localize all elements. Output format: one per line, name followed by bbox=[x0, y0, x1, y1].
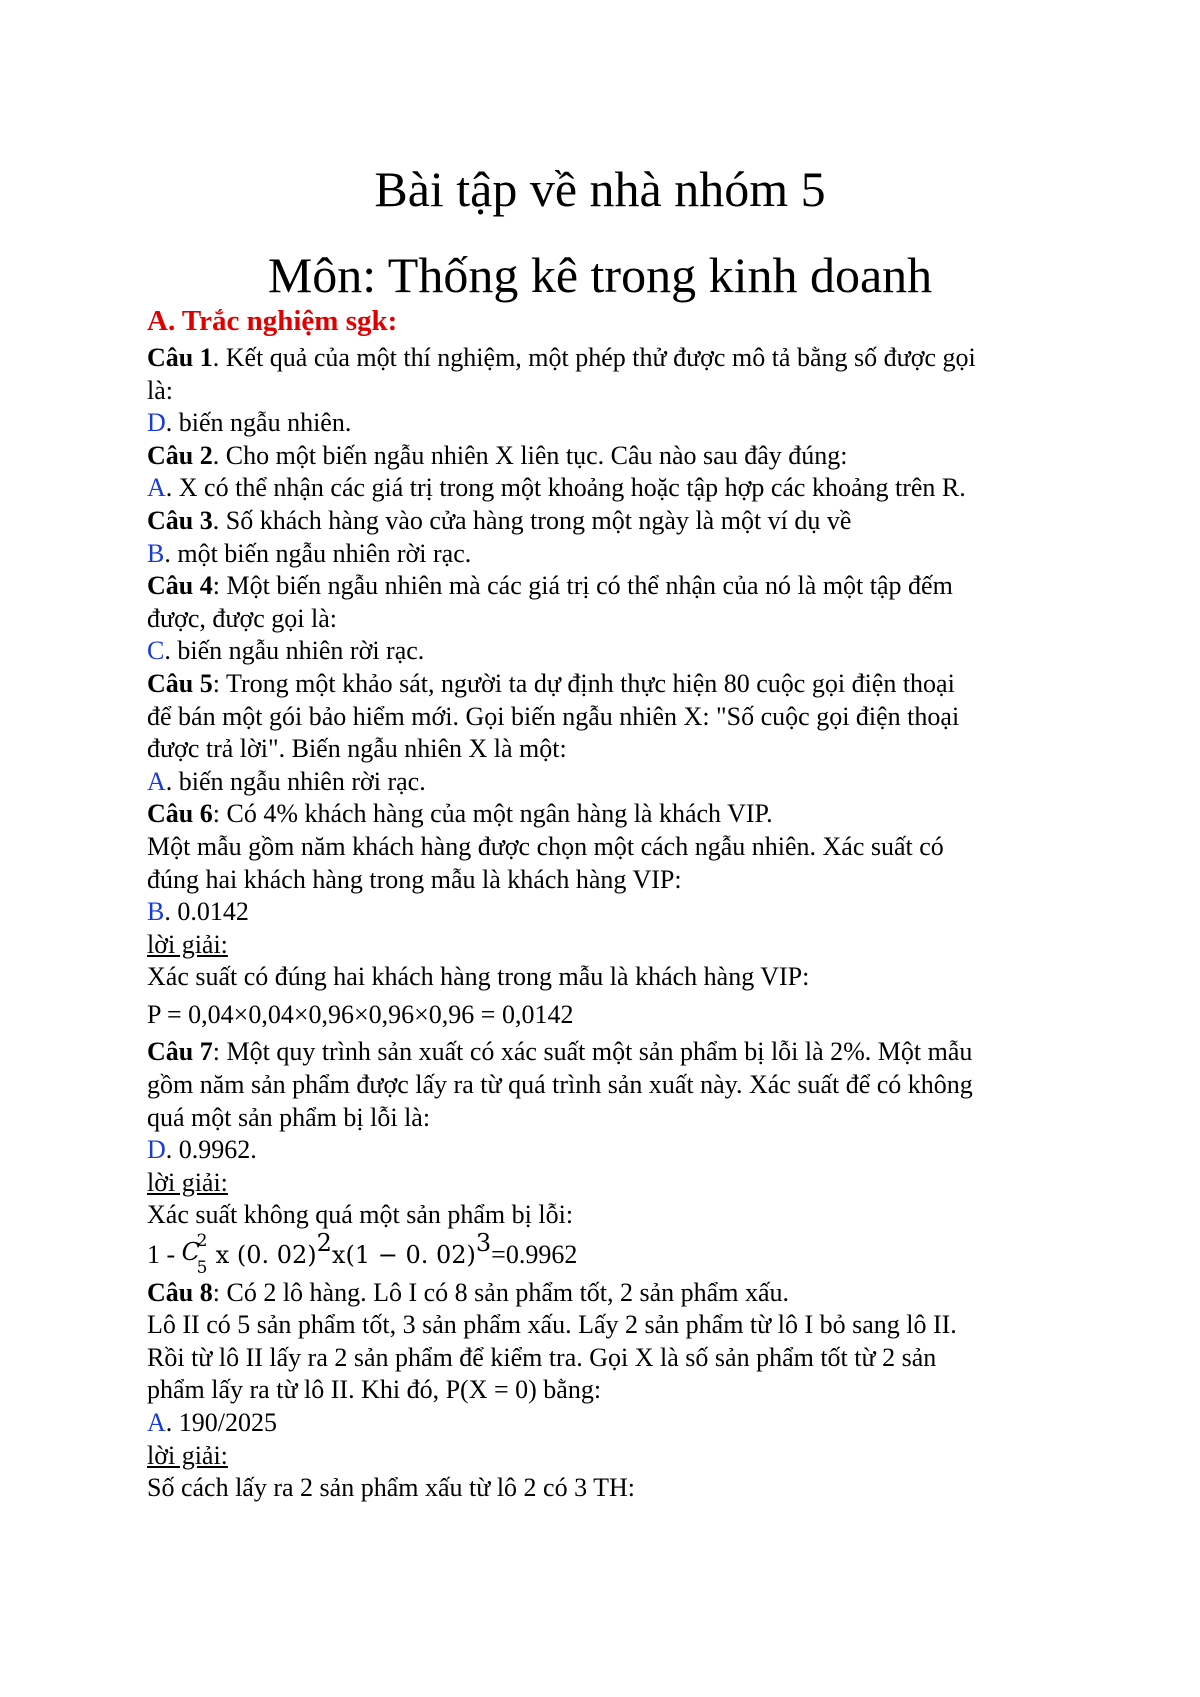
combination-symbol bbox=[181, 1231, 216, 1279]
answer-6 bbox=[147, 896, 1067, 929]
title-block bbox=[0, 146, 1200, 318]
answer-letter: D bbox=[147, 1135, 166, 1165]
question-text: : Có 2 lô hàng. Lô I có 8 sản phẩm tốt, 2 sản phẩm xấu. bbox=[212, 1277, 789, 1307]
question-label: Câu 8 bbox=[147, 1277, 213, 1307]
formula-term-2: x(1 − 0. 02) bbox=[331, 1241, 476, 1270]
question-text: . Kết quả của một thí nghiệm, một phép thử được mô tả bằng số được gọi bbox=[212, 343, 976, 372]
answer-letter: A bbox=[147, 766, 166, 796]
question-label: Câu 6 bbox=[147, 799, 213, 829]
question-text-cont: được, được gọi là: bbox=[147, 603, 337, 633]
answer-text: . X có thể nhận các giá trị trong một khoảng hoặc tập hợp các khoảng trên R. bbox=[165, 473, 966, 503]
answer-letter: A bbox=[147, 1408, 166, 1437]
solution-text: Xác suất có đúng hai khách hàng trong mẫu là khách hàng VIP: bbox=[147, 962, 810, 992]
answer-text: . biến ngẫu nhiên rời rạc. bbox=[165, 766, 426, 796]
answer-text: . biến ngẫu nhiên. bbox=[165, 408, 352, 438]
question-8 bbox=[147, 1277, 1067, 1310]
formula-lead: 1 - bbox=[147, 1240, 182, 1270]
question-text: . Số khách hàng vào cửa hàng trong một ngày là một ví dụ về bbox=[212, 505, 852, 535]
page-title: Bài tập về nhà nhóm 5 bbox=[374, 161, 826, 217]
question-6 bbox=[147, 798, 1067, 831]
solution-label: lời giải: bbox=[147, 929, 228, 959]
question-text-cont: là: bbox=[147, 375, 173, 405]
formula-exponent-2: 3 bbox=[475, 1229, 492, 1258]
question-text-cont: Rồi từ lô II lấy ra 2 sản phẩm để kiểm tra. Gọi X là số sản phẩm tốt từ 2 sản bbox=[147, 1342, 937, 1372]
question-text: : Một biến ngẫu nhiên mà các giá trị có thể nhận của nó là một tập đếm bbox=[212, 571, 953, 601]
answer-letter: A bbox=[147, 473, 166, 503]
answer-4 bbox=[147, 635, 1067, 668]
question-text: : Trong một khảo sát, người ta dự định thực hiện 80 cuộc gọi điện thoại bbox=[212, 668, 955, 698]
question-4 bbox=[147, 570, 1067, 603]
question-text-cont: gồm năm sản phẩm được lấy ra từ quá trình sản xuất này. Xác suất để có không bbox=[147, 1070, 973, 1100]
question-text-cont: để bán một gói bảo hiểm mới. Gọi biến ngẫu nhiên X: "Số cuộc gọi điện thoại bbox=[147, 701, 960, 731]
answer-letter: C bbox=[147, 636, 165, 666]
question-text-cont: được trả lời". Biến ngẫu nhiên X là một: bbox=[147, 734, 567, 764]
question-label: Câu 7 bbox=[147, 1037, 213, 1067]
answer-letter: B bbox=[147, 897, 165, 927]
formula-term-1: x (0. 02) bbox=[215, 1241, 317, 1270]
answer-5 bbox=[147, 766, 1067, 799]
solution-text: Số cách lấy ra 2 sản phẩm xấu từ lô 2 có 3 TH: bbox=[147, 1473, 635, 1503]
solution-formula bbox=[147, 1229, 1067, 1279]
question-label: Câu 5 bbox=[147, 668, 213, 698]
question-text-cont: Lô II có 5 sản phẩm tốt, 3 sản phẩm xấu. Lấy 2 sản phẩm từ lô I bỏ sang lô II. bbox=[147, 1310, 957, 1340]
answer-text: . một biến ngẫu nhiên rời rạc. bbox=[164, 538, 472, 568]
question-1 bbox=[147, 342, 1067, 375]
question-text-cont: phẩm lấy ra từ lô II. Khi đó, P(X = 0) bằng: bbox=[147, 1375, 602, 1405]
question-text: : Một quy trình sản xuất có xác suất một sản phẩm bị lỗi là 2%. Một mẫu bbox=[212, 1037, 973, 1067]
question-2 bbox=[147, 440, 1067, 473]
answer-1 bbox=[147, 407, 1067, 440]
answer-text: . 190/2025 bbox=[165, 1408, 278, 1437]
question-text: : Có 4% khách hàng của một ngân hàng là khách VIP. bbox=[212, 799, 773, 829]
question-label: Câu 1 bbox=[147, 343, 213, 372]
question-3 bbox=[147, 505, 1067, 538]
document-body bbox=[147, 302, 1067, 1505]
section-heading: A. Trắc nghiệm sgk: bbox=[147, 305, 398, 337]
question-label: Câu 4 bbox=[147, 571, 213, 601]
question-5 bbox=[147, 668, 1067, 701]
page-subtitle: Môn: Thống kê trong kinh doanh bbox=[267, 247, 933, 303]
formula-result: =0.9962 bbox=[491, 1240, 578, 1270]
answer-3 bbox=[147, 538, 1067, 571]
question-label: Câu 3 bbox=[147, 505, 213, 535]
answer-text: . 0.9962. bbox=[165, 1135, 257, 1165]
solution-text: Xác suất không quá một sản phẩm bị lỗi: bbox=[147, 1200, 574, 1230]
answer-letter: B bbox=[147, 538, 165, 568]
answer-letter: D bbox=[147, 408, 166, 438]
solution-label: lời giải: bbox=[147, 1440, 228, 1470]
combination-base: C bbox=[181, 1238, 201, 1267]
question-text-cont: quá một sản phẩm bị lỗi là: bbox=[147, 1102, 431, 1132]
formula-exponent-1: 2 bbox=[316, 1229, 332, 1258]
answer-text: . biến ngẫu nhiên rời rạc. bbox=[164, 636, 425, 666]
solution-formula: P = 0,04×0,04×0,96×0,96×0,96 = 0,0142 bbox=[147, 999, 574, 1029]
question-text: . Cho một biến ngẫu nhiên X liên tục. Câu nào sau đây đúng: bbox=[212, 440, 848, 470]
answer-7 bbox=[147, 1134, 1067, 1167]
combination-sup: 2 bbox=[196, 1231, 208, 1252]
answer-text: . 0.0142 bbox=[164, 897, 249, 927]
combination-sub: 5 bbox=[196, 1258, 208, 1279]
answer-2 bbox=[147, 472, 1067, 505]
question-text-cont: đúng hai khách hàng trong mẫu là khách hàng VIP: bbox=[147, 864, 682, 894]
answer-8 bbox=[147, 1407, 1067, 1440]
question-text-cont: Một mẫu gồm năm khách hàng được chọn một cách ngẫu nhiên. Xác suất có bbox=[147, 831, 944, 861]
question-label: Câu 2 bbox=[147, 440, 213, 470]
question-7 bbox=[147, 1036, 1067, 1069]
solution-label: lời giải: bbox=[147, 1167, 228, 1197]
